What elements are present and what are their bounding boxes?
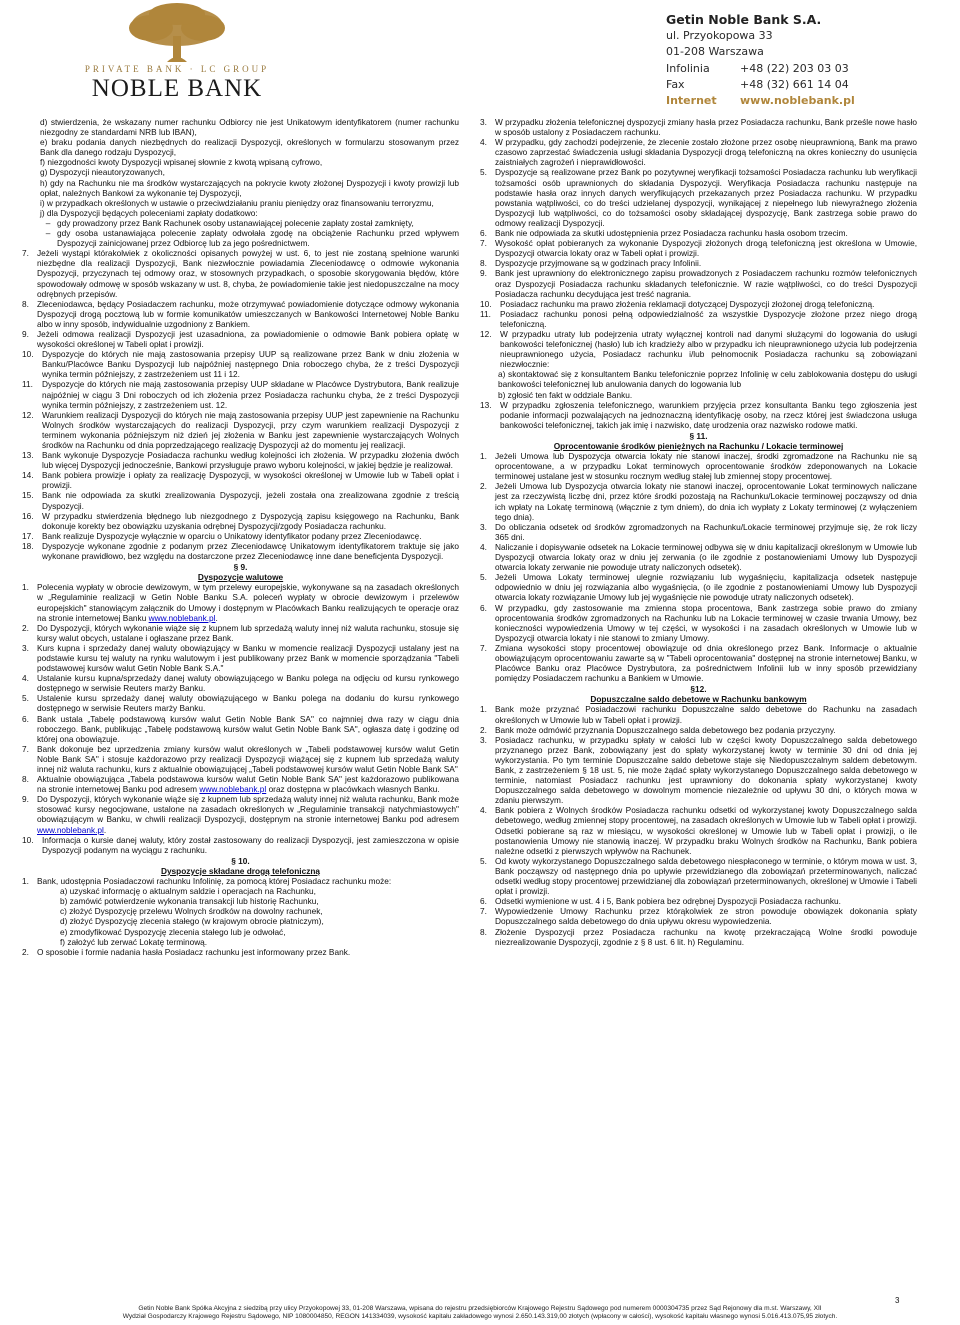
paragraph-item: 7. Zmiana wysokości stopy procentowej obowiązuje od dnia określonego przez Bank. Informacje o aktualnie obowiązującym oprocentowaniu zawarte są w "Tabeli oprocentowania" dostępnej na stronie internetowej Banku, w Placówce Banku oraz Placówce Dystrybutora, za pośrednictwem Infolinii lub w inny sposób przewidziany pomiędzy Posiadaczem rachunku a Bankiem w Umowie.	[480, 642, 917, 684]
paragraph-item: 3. Posiadacz rachunku, w przypadku spłaty w całości lub w części kwoty Dopuszczalnego salda debetowego przyznanego przez Bank, zobowiązany jest do spłaty wykorzystanej kwoty w terminie 30 dni od dnia jej wykorzystania. Po tym terminie Dopuszczalne saldo debetowe staje się Niedopuszczalnym saldem debetowym. Bank, z zastrzeżeniem § 18 ust. 5, nie może żądać spłaty wykorzystanego Dopuszczalnego salda debetowego w terminie, natomiast Posiadacz rachunku jest uprawniony do dokonania spłaty wykorzystanej kwoty Dopuszczalnego salda debetowego w dowolnym momencie niezależnie od upływu 30 dni, o których mowa w zdaniu pierwszym.	[480, 734, 917, 806]
list-item: i) w przypadkach określonych w ustawie o przeciwdziałaniu praniu pieniędzy oraz finansowaniu terroryzmu,	[40, 197, 434, 208]
section-title: Dyspozycje walutowe	[197, 572, 284, 583]
paragraph-item: 16. W przypadku stwierdzenia błędnego lub niezgodnego z Dyspozycją zapisu księgowego na Rachunku, Bank dokonuje korekty bez obowiązku uzyskania odrębnej Dyspozycji/zgody Posiadacza rachunku.	[22, 510, 459, 531]
infolinia-label: Infolinia	[666, 61, 710, 75]
internet-label: Internet	[666, 94, 717, 108]
bank-name: Getin Noble Bank S.A.	[666, 12, 822, 27]
bank-logo	[52, 2, 302, 110]
paragraph-item: 1. Jeżeli Umowa lub Dyspozycja otwarcia lokaty nie stanowi inaczej, środki zgromadzone na Rachunku nie są oprocentowane, a w przypadku Lokat terminowych oprocentowanie środków zdeponowanych na Lokacie terminowej ustalane jest w stosunku rocznym według stałej lub zmiennej stopy procentowej.	[480, 451, 917, 482]
logo-wordmark: NOBLE BANK	[91, 75, 263, 102]
list-item: – gdy osoba ustanawiająca polecenie zapłaty odwołała zgodę na obciążenie Rachunku przed wpływem Dyspozycji zainicjowanej przez Odbiorcę lub za jego pośrednictwem.	[45, 228, 459, 249]
paragraph-item: 8. Dyspozycje przyjmowane są w godzinach pracy Infolinii.	[480, 258, 702, 269]
bank-city: 01-208 Warszawa	[666, 45, 764, 59]
paragraph-item: 3. Do obliczania odsetek od środków zgromadzonych na Rachunku/Lokacie terminowej przyjmuje się, że rok liczy 365 dni.	[480, 521, 917, 542]
paragraph-item: 10. Dyspozycje do których nie mają zastosowania przepisy UUP są realizowane przez Bank w dniu złożenia w Banku/Placówce Banku Dyspozycji lub najpóźniej następnego Dnia roboczego chyba, że z treści Dyspozycji wynika termin późniejszy, z zastrzeżeniem ust 11 i 12.	[22, 349, 459, 380]
paragraph-item: 8. Aktualnie obowiązująca „Tabela podstawowa kursów walut Getin Noble Bank SA" jest każdorazowo publikowana na stronie internetowej Banku pod adresem www.noblebank.pl oraz dostępna w placówkach własnych Banku.	[22, 774, 459, 795]
section-title: Dyspozycje składane drogą telefoniczną	[160, 865, 321, 876]
paragraph-item: 2. Bank może odmówić przyznania Dopuszczalnego salda debetowego bez podania przyczyny.	[480, 724, 836, 735]
paragraph-item: 9. Do Dyspozycji, których wykonanie wiąże się z kupnem lub sprzedażą waluty innej niż waluta rachunku, Bank może stosować kursy negocjowane, ustalone na zasadach określonych w „Regulaminie transakcji natychmiastowych" obowiązującym w Banku, w chwili realizacji Dyspozycji, dostępnym na stronie internetowej Banku pod adresem www.noblebank.pl.	[22, 794, 459, 835]
paragraph-item: 4. Naliczanie i dopisywanie odsetek na Lokacie terminowej odbywa się w dniu kapitalizacji określonym w Umowie lub Dyspozycji otwarcia lokaty oraz w dniu jej zerwania (o ile zgodnie z postanowieniami Umowy lub Dyspozycji otwarcia lokaty zerwanie nie powoduje utraty naliczonych odsetek).	[480, 541, 917, 573]
list-item: c) złożyć Dyspozycję przelewu Wolnych środków na dowolny rachunek,	[60, 906, 323, 917]
section-number: § 9.	[233, 562, 248, 573]
bank-street: ul. Przyokopowa 33	[666, 29, 773, 43]
paragraph-item: 5. Od kwoty wykorzystanego Dopuszczalnego salda debetowego niespłaconego w terminie, o którym mowa w ust. 3, Bank począwszy od następnego dnia po upływie przewidzianego dla zobowiązań przeterminowanych, naliczać odsetki według stopy procentowej przewidzianej dla zobowiązań przeterminowanych, określonej w Umowie i Tabeli opłat i prowizji.	[480, 855, 917, 897]
infolinia-row	[666, 61, 951, 77]
list-item: a) skontaktować się z konsultantem Banku telefonicznie poprzez Infolinię w celu zablokowania dostępu do usługi bankowości telefonicznej lub anulowania danych do logowania lub	[498, 369, 917, 390]
infolinia-value: +48 (22) 203 03 03	[740, 61, 849, 75]
list-item: f) założyć lub zerwać Lokatę terminową.	[60, 936, 208, 947]
paragraph-item: 6. W przypadku, gdy zastosowanie ma zmienna stopa procentowa, Bank zastrzega sobie prawo do zmiany oprocentowania środków zgromadzonych na Rachunku lub na Lokacie terminowej w czasie trwania Umowy, bez konieczności wypowiedzenia Umowy w tej części, w wysokości i na zasadach określonych w Umowie lub w Dyspozycji otwarcia lokaty i nie stanowi to zmiany Umowy.	[480, 602, 917, 643]
paragraph-item: 4. Ustalanie kursu kupna/sprzedaży danej waluty obowiązującego w Banku polega na odjęciu od kursu rynkowego dostępnego w serwisie Reuters marży Banku.	[22, 673, 459, 694]
list-item: – gdy prowadzony przez Bank Rachunek osoby ustanawiającej polecenie zapłaty został zamknięty,	[45, 217, 414, 228]
left-column	[22, 117, 459, 1289]
list-item: e) zmodyfikować Dyspozycję zlecenia stałego lub je odwołać,	[60, 926, 286, 937]
paragraph-item: 11. Dyspozycje do których nie mają zastosowania przepisy UUP składane w Placówce Dystrybutora, Bank realizuje najpóźniej w ciągu 3 Dni roboczych od ich złożenia przez Posiadacza rachunku chyba, że z treści Dyspozycji wynika termin późniejszy, z zastrzeżeniem ust. 12.	[22, 379, 459, 410]
section-number: § 10.	[231, 855, 250, 866]
paragraph-item: 3. Kurs kupna i sprzedaży danej waluty obowiązujący w Banku w momencie realizacji Dyspozycji ustalany jest na podstawie kursu tej waluty na rynku walutowym i jest publikowany przez Bank w momencie sporządzania "Tabeli podstawowej kursów walut Getin Noble Bank S.A."	[22, 642, 459, 674]
section-number: § 11.	[689, 430, 708, 441]
paragraph-item: 8. Zleceniodawca, będący Posiadaczem rachunku, może otrzymywać powiadomienie dotyczące odmowy wykonania Dyspozycji drogą pocztową lub w formie komunikatów umieszczanych w Bankowości Internetowej Noble Banku albo w inny sposób, indywidualnie uzgodniony z Bankiem.	[22, 298, 459, 329]
fax-label: Fax	[666, 77, 685, 91]
list-item: h) gdy na Rachunku nie ma środków wystarczających na pokrycie kwoty złożonej Dyspozycji i kwoty prowizji lub opłat, należnych Bankowi za wykonanie tej Dyspozycji,	[40, 177, 459, 198]
list-item: g) Dyspozycji nieautoryzowanych,	[40, 167, 165, 178]
paragraph-item: 12. W przypadku utraty lub podejrzenia utraty wyłącznej kontroli nad danymi służącymi do logowania do usługi bankowości telefonicznej (hasło) lub ich kradzieży albo w przypadku ich nieuprawnionego użycia lub podejrzenia nieuprawnionego użycia, Posiadacz rachunku i/lub pełnomocnik Posiadacza rachunku są zobowiązani niezwłocznie:	[480, 328, 917, 370]
fax-row	[666, 77, 951, 93]
paragraph-item: 6. Bank nie odpowiada za skutki udostępnienia przez Posiadacza rachunku hasła osobom trzecim.	[480, 228, 848, 239]
paragraph-item: 4. Bank pobiera z Wolnych środków Posiadacza rachunku odsetki od wykorzystanej kwoty Dopuszczalnego salda debetowego, według zmiennej stopy procentowej, na zasadach określonych w Umowie lub w Tabeli opłat i prowizji. Odsetki pobierane są raz w miesiącu, w wysokości określonej w Umowie lub w Tabeli opłat i prowizji, o ile postanowienia Umowy nie stanowią inaczej. W przypadku braku Wolnych środków na Rachunku, Bank pobiera należne odsetki z pierwszych wpływów na Rachunek.	[480, 805, 917, 856]
paragraph-item: 1. Bank, udostępnia Posiadaczowi rachunku Infolinię, za pomocą której Posiadacz rachunku może:	[22, 876, 392, 887]
paragraph-item: 17. Bank realizuje Dyspozycje wyłącznie w oparciu o Unikatowy identyfikator podany przez Zleceniodawcę.	[22, 530, 422, 541]
list-item: b) zamówić potwierdzenie wykonania transakcji lub historię Rachunku,	[60, 896, 319, 907]
list-item: d) stwierdzenia, że wskazany numer rachunku Odbiorcy nie jest Unikatowym identyfikatorem (numer rachunku niezgodny ze standardami NRB lub IBAN),	[40, 117, 459, 138]
list-item: j) dla Dyspozycji będących poleceniami zapłaty dodatkowo:	[40, 207, 258, 218]
right-column	[480, 117, 917, 1289]
paragraph-item: 9. Bank jest uprawniony do elektronicznego zapisu prowadzonych z Posiadaczem rachunku rozmów telefonicznych oraz Dyspozycji Posiadacza rachunku składanych telefonicznie. W razie wątpliwości, co do treści Dyspozycji Posiadacza rachunku decydująca jest treść nagrania.	[480, 268, 917, 299]
paragraph-item: 12. Warunkiem realizacji Dyspozycji do których nie mają zastosowania przepisy UUP jest zapewnienie na Rachunku Wolnych środków wystarczających do realizacji Dyspozycji, przy czym warunkiem realizacji Dyspozycji z terminem wykonania późniejszym niż dzień jej złożenia w Banku jest zapewnienie wystarczających Wolnych środków na Rachunku od dnia poprzedzającego realizację Dyspozycji aż do momentu jej realizacji.	[22, 409, 459, 450]
paragraph-item: 9. Jeżeli odmowa realizacji Dyspozycji jest uzasadniona, za powiadomienie o odmowie Bank pobiera opłatę w wysokości określonej w Tabeli opłat i prowizji.	[22, 328, 459, 350]
paragraph-item: 7. Wypowiedzenie Umowy Rachunku przez którąkolwiek ze stron powoduje obowiązek dokonania spłaty Dopuszczalnego salda debetowego do dnia upływu okresu wypowiedzenia.	[480, 906, 917, 927]
paragraph-item: 7. Bank dokonuje bez uprzedzenia zmiany kursów walut określonych w „Tabeli podstawowej kursów walut Getin Noble Bank SA" i stosuje każdorazowo przy realizacji Dyspozycji wiążącej się z kupnem lub sprzedażą waluty innej niż waluta rachunku, kurs z aktualnie obowiązującej „Tabeli podstawowej kursów walut Getin Noble Bank SA"	[22, 743, 459, 774]
paragraph-item: 15. Bank nie odpowiada za skutki zrealizowania Dyspozycji, jeżeli została ona zrealizowana zgodnie z treścią Dyspozycji.	[22, 490, 459, 511]
list-item: a) uzyskać informację o aktualnym saldzie i operacjach na Rachunku,	[60, 886, 316, 897]
paragraph-item: 14. Bank pobiera prowizje i opłaty za realizację Dyspozycji, w wysokości określonej w Umowie lub w Tabeli opłat i prowizji.	[22, 470, 459, 491]
paragraph-item: 5. Ustalenie kursu sprzedaży danej waluty obowiązującego w Banku polega na dodaniu do kursu rynkowego dostępnego w serwisie Reuters marży Banku.	[22, 693, 459, 714]
paragraph-item: 10. Posiadacz rachunku ma prawo złożenia reklamacji dotyczącej Dyspozycji złożonej drogą telefoniczną.	[480, 298, 875, 309]
list-item: d) złożyć Dyspozycję zlecenia stałego (w krajowym obrocie płatniczym),	[60, 916, 324, 927]
paragraph-item: 5. Jeżeli Umowa Lokaty terminowej ulegnie rozwiązaniu lub wygaśnięciu, kapitalizacja odsetek następuje odpowiednio w dniu jej rozwiązania albo wygaśnięcia, (o ile zgodnie z postanowieniami Umowy lub Dyspozycji otwarcia lokaty rozwiązanie Umowy lub jej wygaśnięcie nie powoduje utraty naliczonych odsetek).	[480, 572, 917, 603]
paragraph-item: 18. Dyspozycje wykonane zgodnie z podanym przez Zleceniodawcę Unikatowym identyfikatorem traktuje się jako wykonane prawidłowo, bez względu na dostarczone przez Zleceniodawcę inne dane beneficjenta Dyspozycji.	[22, 540, 459, 562]
paragraph-item: 6. Bank ustala „Tabelę podstawową kursów walut Getin Noble Bank SA" co najmniej dwa razy w ciągu dnia roboczego. Bank, publikując „Tabelę podstawową kursów walut Getin Noble Bank SA", ogłasza datę i godzinę od której ona obowiązuje.	[22, 713, 459, 744]
paragraph-item: 2. O sposobie i formie nadania hasła Posiadacz rachunku jest informowany przez Bank.	[22, 946, 351, 957]
paragraph-item: 6. Odsetki wymienione w ust. 4 i 5, Bank pobiera bez odrębnej Dyspozycji Posiadacza rachunku.	[480, 896, 841, 907]
paragraph-item: 11. Posiadacz rachunku ponosi pełną odpowiedzialność za wszystkie Dyspozycje złożone przez niego drogą telefoniczną.	[480, 308, 917, 329]
paragraph-item: 5. Dyspozycje są realizowane przez Bank po pozytywnej weryfikacji tożsamości Posiadacza rachunku lub weryfikacji tożsamości osób uprawnionych do składania Dyspozycji. Weryfikacja Posiadacza rachunku następuje na podstawie hasła oraz innych danych weryfikujących przekazanych przez Posiadacza rachunku. W przypadku powstania wątpliwości, co do treści udzielanej dyspozycji, wynikającej z niepełnego lub niewyraźnego złożenia Dyspozycji lub wątpliwości, co do tożsamości osoby składającej dyspozycję, Bank zastrzega sobie prawo do odmowy realizacji Dyspozycji.	[480, 167, 917, 228]
section-title: Dopuszczalne saldo debetowe w Rachunku bankowym	[590, 694, 807, 705]
paragraph-item: 7. Jeżeli wystąpi którakolwiek z okoliczności opisanych powyżej w ust. 6, to jest nie zostaną spełnione warunki niezbędne dla realizacji Dyspozycji, Bank niezwłocznie powiadamia Zleceniodawcę o odmowie wykonania Dyspozycji, przyczynach tej odmowy oraz, w stosownych przypadkach, o sposobie skorygowania błędów, które spowodowały odmowę w sposób wskazany w ust. 8, chyba, że powiadomienie takie jest niedopuszczalne na mocy odrębnych przepisów.	[22, 248, 459, 299]
page-number: 3	[895, 1296, 900, 1305]
tree-logo-icon	[117, 2, 237, 66]
paragraph-item: 1. Bank może przyznać Posiadaczowi rachunku Dopuszczalne saldo debetowe do Rachunku na zasadach określonych w Umowie lub w Tabeli opłat i prowizji.	[480, 704, 917, 725]
paragraph-item: 4. W przypadku, gdy zachodzi podejrzenie, że zlecenie zostało złożone przez osobę nieuprawnioną, Bank ma prawo czasowo zaprzestać świadczenia usługi składania Dyspozycji drogą telefoniczną na okres konieczny do usunięcia zaistniałych zagrożeń i nieprawidłowości.	[480, 137, 917, 168]
list-item: f) niezgodności kwoty Dyspozycji wpisanej słownie z kwotą wpisaną cyfrowo,	[40, 157, 323, 168]
internet-row	[666, 93, 951, 109]
logo-tagline: PRIVATE BANK · LC GROUP	[84, 64, 270, 74]
paragraph-item: 2. Do Dyspozycji, których wykonanie wiąże się z kupnem lub sprzedażą waluty innej niż waluta rachunku, stosuje się kursy walut obcych, ustalane i ogłaszane przez Bank.	[22, 622, 459, 643]
internet-link[interactable]: www.noblebank.pl	[740, 94, 855, 108]
noblebank-link[interactable]: www.noblebank.pl	[199, 784, 267, 795]
paragraph-item: 2. Jeżeli Umowa lub Dyspozycja otwarcia lokaty nie stanowi inaczej, oprocentowanie Lokat terminowych naliczane jest za rzeczywistą liczbę dni, przez które środki pozostają na Rachunku/Lokacie terminowej począwszy od dnia ich wpłaty na Lokatę terminową (włącznie z tym dniem), do dnia ich wypłaty z Lokaty terminowej (z wyłączeniem tego dnia).	[480, 481, 917, 522]
list-item: b) zgłosić ten fakt w oddziale Banku.	[498, 389, 633, 400]
paragraph-item: 1. Polecenia wypłaty w obrocie dewizowym, w tym przelewy europejskie, wykonywane są na zasadach określonych w „Regulaminie realizacji w Getin Noble Banku S.A. poleceń wypłaty w obrocie dewizowym i przelewów europejskich" stanowiącym załącznik do Umowy i dostępnym w Placówkach Banku realizujących te operacje oraz na stronie internetowej Banku www.noblebank.pl.	[22, 582, 459, 623]
section-title: Oprocentowanie środków pieniężnych na Rachunku / Lokacie terminowej	[553, 441, 844, 451]
paragraph-item: 8. Złożenie Dyspozycji przez Posiadacza rachunku na kwotę przekraczającą Wolne środki powoduje niezrealizowanie Dyspozycji, zgodnie z § 8 ust. 6 lit. h) Regulaminu.	[480, 926, 917, 947]
paragraph-item: 7. Wysokość opłat pobieranych za wykonanie Dyspozycji złożonych drogą telefoniczną jest określona w Umowie, Dyspozycji otwarcia lokaty oraz w Tabeli opłat i prowizji.	[480, 238, 917, 259]
footer-line: Wydział Gospodarczy Krajowego Rejestru Sądowego, NIP 1080004850, REGON 141334039, wysokość kapitału zakładowego wynosi 2.650.143.319,00 złotych (wpłacony w całości), wysokość kapitału własnego wynosi 5.016.413.075,95 złotych.	[122, 1313, 838, 1320]
list-item: e) braku podania danych niezbędnych do realizacji Dyspozycji, określonych w formularzu stosowanym przez Bank dla danego rodzaju Dyspozycji,	[40, 137, 459, 158]
paragraph-item: 13. W przypadku zgłoszenia telefonicznego, warunkiem przyjęcia przez konsultanta Banku tego zgłoszenia jest podanie informacji pozwalających na jednoznaczną identyfikację osoby, na rzecz której jest świadczona usługa bankowości telefonicznej, takich jak imię i nazwisko, datę urodzenia oraz nazwisko rodowe matki.	[480, 399, 917, 430]
paragraph-item: 10. Informacja o kursie danej waluty, który został zastosowany do realizacji Dyspozycji, jest zamieszczona w opisie Dyspozycji podanym na wyciągu z rachunku.	[22, 834, 459, 855]
section-number: §12.	[690, 684, 707, 695]
paragraph-item: 13. Bank wykonuje Dyspozycje Posiadacza rachunku według kolejności ich złożenia. W przypadku złożenia dwóch lub więcej Dyspozycji jednocześnie, Bankowi przysługuje prawo wyboru kolejności, w jakiej będzie je realizował.	[22, 450, 459, 471]
noblebank-link[interactable]: www.noblebank.pl	[37, 824, 104, 835]
paragraph-item: 3. W przypadku złożenia telefonicznej dyspozycji zmiany hasła przez Posiadacza rachunku, Bank prześle nowe hasło w sposób ustalony z Posiadaczem rachunku.	[480, 117, 917, 138]
fax-value: +48 (32) 661 14 04	[740, 77, 849, 91]
contact-block	[666, 12, 951, 109]
noblebank-link[interactable]: www.noblebank.pl	[148, 612, 216, 623]
footer-legal	[30, 1305, 930, 1321]
footer-line: Getin Noble Bank Spółka Akcyjna z siedzibą przy ulicy Przyokopowej 33, 01-208 Warszawa, wpisana do rejestru przedsiębiorców Krajowego Rejestru Sądowego pod numerem 0000304735 przez Sąd Rejonowy dla m.st. Warszawy, XII	[138, 1305, 822, 1312]
